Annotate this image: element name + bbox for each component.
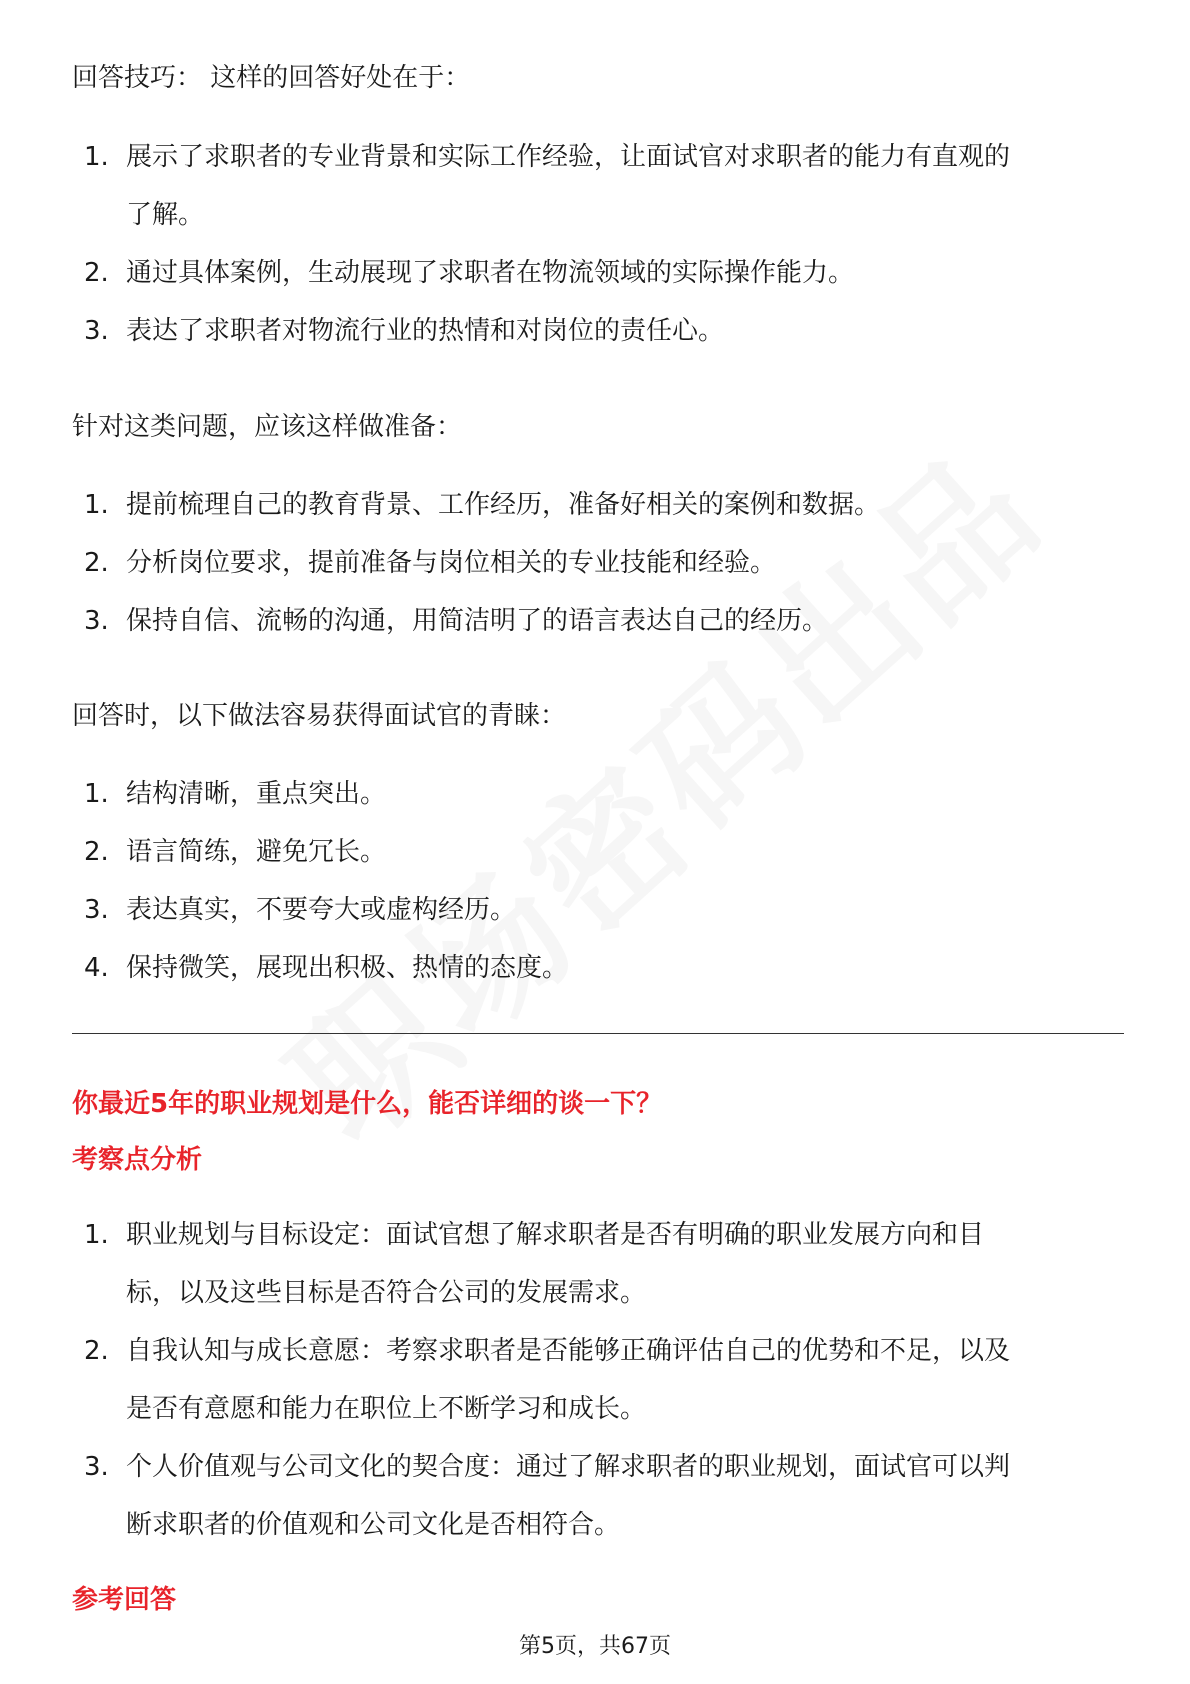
favorable-practices-list [72,765,1132,997]
list-item [72,302,1132,360]
list-item [72,1322,1132,1438]
list-item-text: 保持微笑，展现出积极、热情的态度。 [126,953,569,983]
list-item-line: 是否有意愿和能力在职位上不断学习和成长。 [126,1394,647,1424]
list-item [72,939,1132,997]
list-item [72,534,1132,592]
analysis-heading: 考察点分析 [72,1145,203,1175]
list-number: 3. [84,1452,109,1482]
list-number: 4. [84,953,109,983]
list-number: 2. [84,258,109,288]
preparation-list [72,476,1132,650]
favorable-practices-intro: 回答时，以下做法容易获得面试官的青睐： [72,701,567,731]
list-item [72,592,1132,650]
analysis-list [72,1206,1132,1554]
list-number: 2. [84,1336,109,1366]
list-number: 2. [84,837,109,867]
list-item-line: 标，以及这些目标是否符合公司的发展需求。 [126,1278,647,1308]
list-item-text: 提前梳理自己的教育背景、工作经历，准备好相关的案例和数据。 [126,490,881,520]
list-number: 1. [84,490,109,520]
list-item-line: 了解。 [126,200,205,230]
list-item-text: 表达了求职者对物流行业的热情和对岗位的责任心。 [126,316,725,346]
list-number: 1. [84,779,109,809]
answer-tips-list [72,128,1132,360]
list-item [72,1206,1132,1322]
list-number: 1. [84,142,109,172]
list-number: 3. [84,895,109,925]
section-divider [72,1033,1124,1034]
list-number: 2. [84,548,109,578]
list-item-text: 表达真实，不要夸大或虚构经历。 [126,895,517,925]
reference-answer-heading: 参考回答 [72,1585,177,1615]
list-item-text: 通过具体案例，生动展现了求职者在物流领域的实际操作能力。 [126,258,855,288]
list-item-text: 分析岗位要求，提前准备与岗位相关的专业技能和经验。 [126,548,777,578]
list-item [72,128,1132,244]
list-number: 3. [84,606,109,636]
list-item-text: 保持自信、流畅的沟通，用简洁明了的语言表达自己的经历。 [126,606,829,636]
list-item [72,881,1132,939]
list-item-line: 断求职者的价值观和公司文化是否相符合。 [126,1510,621,1540]
list-number: 3. [84,316,109,346]
list-item-line: 自我认知与成长意愿：考察求职者是否能够正确评估自己的优势和不足，以及 [126,1336,1011,1366]
answer-tips-intro: 回答技巧： 这样的回答好处在于： [72,63,471,93]
list-item-line: 职业规划与目标设定：面试官想了解求职者是否有明确的职业发展方向和目 [126,1220,985,1250]
list-item [72,476,1132,534]
list-item-text: 语言简练，避免冗长。 [126,837,387,867]
list-item [72,244,1132,302]
preparation-intro: 针对这类问题，应该这样做准备： [72,412,463,442]
list-number: 1. [84,1220,109,1250]
list-item [72,1438,1132,1554]
list-item-line: 展示了求职者的专业背景和实际工作经验，让面试官对求职者的能力有直观的 [126,142,1011,172]
page-number: 第5页，共67页 [519,1634,671,1659]
list-item [72,765,1132,823]
list-item-line: 个人价值观与公司文化的契合度：通过了解求职者的职业规划，面试官可以判 [126,1452,1011,1482]
list-item-text: 结构清晰，重点突出。 [126,779,387,809]
question-title: 你最近5年的职业规划是什么，能否详细的谈一下？ [72,1089,663,1119]
list-item [72,823,1132,881]
